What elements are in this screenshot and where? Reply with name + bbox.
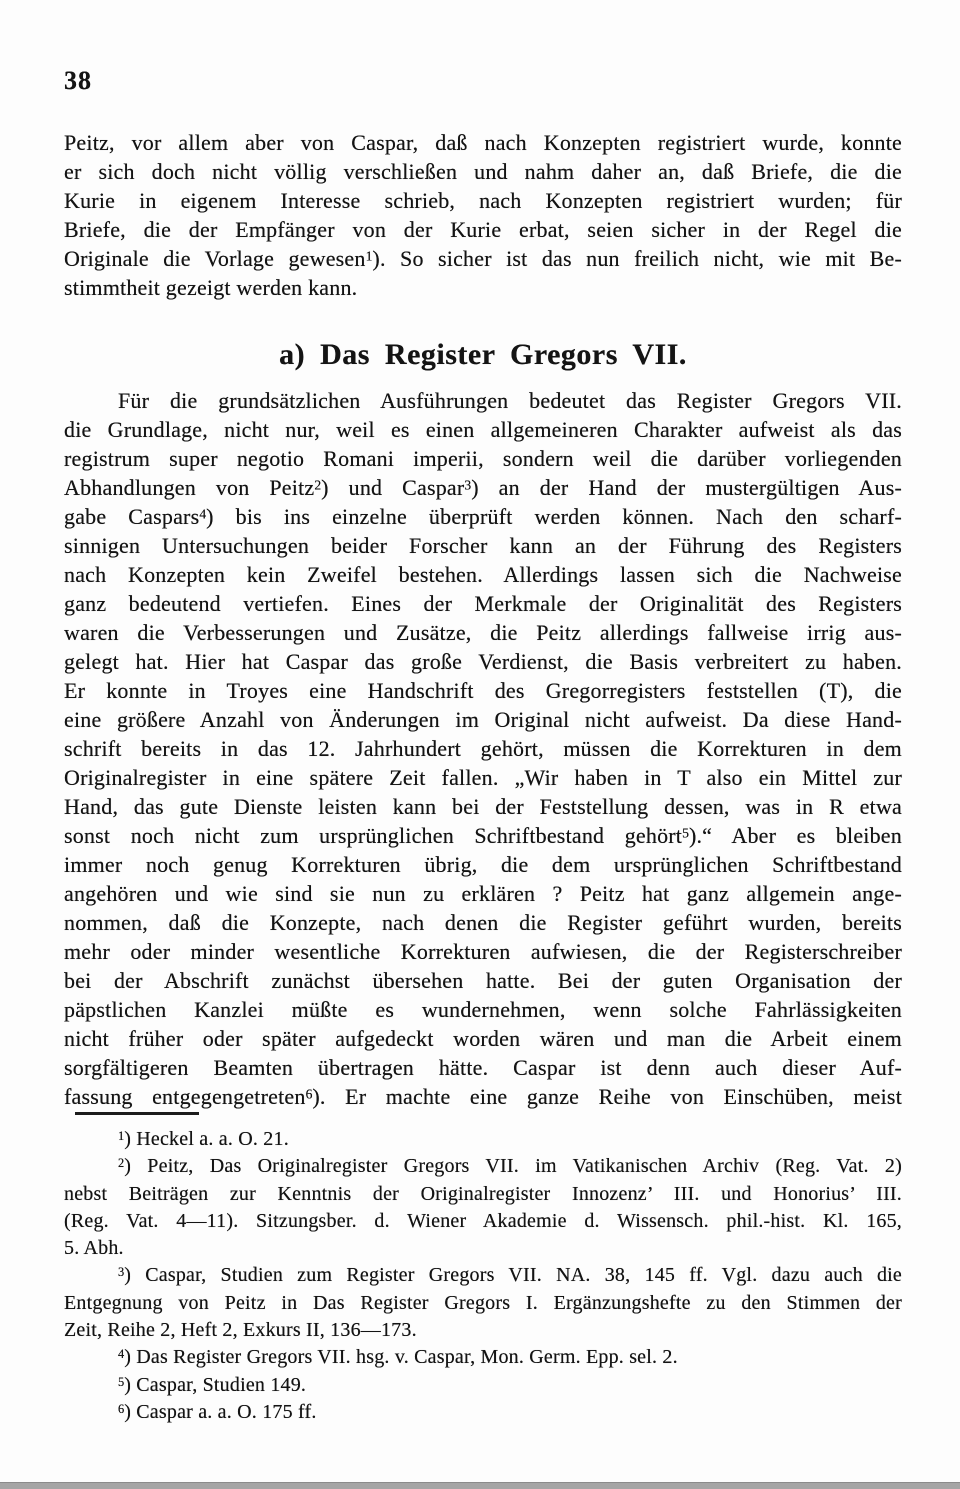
paragraph-body [64,386,902,1111]
superscript-footnote-ref: 4 [199,506,207,522]
superscript-footnote-ref: 3 [118,1265,125,1280]
text-line: Hand, das gute Dienste leisten kann bei der Feststellung dessen, was in R etwa [64,794,902,819]
text-line: ganz bedeutend vertiefen. Eines der Merkmale der Originalität des Registers [64,591,902,616]
footnote [64,1153,902,1262]
text-line: gelegt hat. Hier hat Caspar das große Verdienst, die Basis verbreitert zu haben. [64,649,902,674]
footnotes-block [64,1126,902,1426]
text-line: gabe Caspars$^4$) bis ins einzelne überprüft werden können. Nach den scharf- [64,504,902,529]
text-line: stimmtheit gezeigt werden kann. [64,275,358,300]
text-line: Er konnte in Troyes eine Handschrift des Gregorregisters feststellen (T), die [64,678,902,703]
footnote-line: 5. Abh. [64,1237,124,1260]
footnote-line: Entgegnung von Peitz in Das Register Gregors I. Ergänzungshefte zu den Stimmen der [64,1291,902,1314]
text-line: Abhandlungen von Peitz$^2$) und Caspar$^3$) an der Hand der mustergültigen Aus- [64,475,902,500]
text-line: angehören und wie sind sie nun zu erklären ? Peitz hat ganz allgemein ange- [64,881,902,906]
text-line: Originale die Vorlage gewesen$^1$). So sicher ist das nun freilich nicht, wie mit Be- [64,246,902,271]
text-line: sinnigen Untersuchungen beider Forscher kann an der Führung des Registers [64,533,902,558]
footnote [64,1344,902,1371]
superscript-footnote-ref: 1 [118,1128,125,1143]
text-line: Briefe, die der Empfänger von der Kurie erbat, seien sicher in der Regel die [64,217,902,242]
text-line: schrift bereits in das 12. Jahrhundert gehört, müssen die Korrekturen in dem [64,736,902,761]
text-line: registrum super negotio Romani imperii, sondern weil die darüber vorliegenden [64,446,902,471]
text-line: die Grundlage, nicht nur, weil es einen allgemeineren Charakter aufweist als das [64,417,902,442]
superscript-footnote-ref: 6 [305,1086,313,1102]
footnote-line: $^5$) Caspar, Studien 149. [118,1373,307,1396]
superscript-footnote-ref: 1 [365,248,373,264]
superscript-footnote-ref: 2 [118,1156,125,1171]
text-line: Originalregister in eine spätere Zeit fallen. „Wir haben in T also ein Mittel zur [64,765,902,790]
page-number: 38 [64,66,92,95]
text-line: nach Konzepten kein Zweifel bestehen. Allerdings lassen sich die Nachweise [64,562,902,587]
text-line: mehr oder minder wesentliche Korrekturen aufwiesen, die der Registerschreiber [64,939,902,964]
text-line: waren die Verbesserungen und Zusätze, die Peitz allerdings fallweise irrig aus- [64,620,902,645]
text-line: immer noch genug Korrekturen übrig, die dem ursprünglichen Schriftbestand [64,852,902,877]
text-line: sorgfältigeren Beamten übertragen hätte. Caspar ist denn auch dieser Auf- [64,1055,902,1080]
footnote [64,1126,902,1153]
footnote-separator-rule [75,1112,199,1115]
text-line: eine größere Anzahl von Änderungen im Original nicht aufweist. Da diese Hand- [64,707,902,732]
text-line: sonst noch nicht zum ursprünglichen Schriftbestand gehört$^5$).“ Aber es bleiben [64,823,902,848]
text-line: er sich doch nicht völlig verschließen und nahm daher an, daß Briefe, die die [64,159,902,184]
footnote-line: $^2$) Peitz, Das Originalregister Gregors VII. im Vatikanischen Archiv (Reg. Vat. 2) [118,1155,902,1178]
footnote [64,1262,902,1344]
footnote [64,1372,902,1399]
superscript-footnote-ref: 5 [118,1374,125,1389]
footnote-line: $^1$) Heckel a. a. O. 21. [118,1128,289,1150]
section-heading: a) Das Register Gregors VII. [279,338,687,371]
superscript-footnote-ref: 4 [118,1347,125,1362]
footnote-line: $^4$) Das Register Gregors VII. hsg. v. Caspar, Mon. Germ. Epp. sel. 2. [118,1346,678,1369]
footnote-line: (Reg. Vat. 4—11). Sitzungsber. d. Wiener Akademie d. Wissensch. phil.-hist. Kl. 165, [64,1209,902,1232]
footnote-line: $^3$) Caspar, Studien zum Register Gregors VII. NA. 38, 145 ff. Vgl. dazu auch die [118,1264,902,1287]
text-line: Kurie in eigenem Interesse schrieb, nach Konzepten registriert wurden; für [64,188,902,213]
footnote [64,1399,902,1426]
footnote-line: Zeit, Reihe 2, Heft 2, Exkurs II, 136—173. [64,1319,417,1342]
footnote-line: nebst Beiträgen zur Kenntnis der Originalregister Innozenz’ III. und Honorius’ III. [64,1182,902,1205]
text-line: fassung entgegengetreten$^6$). Er machte eine ganze Reihe von Einschüben, meist [64,1084,903,1109]
text-line: nommen, daß die Konzepte, nach denen die Register geführt wurden, bereits [64,910,902,935]
superscript-footnote-ref: 3 [464,477,472,493]
text-line: bei der Abschrift zunächst übersehen hatte. Bei der guten Organisation der [64,968,902,993]
superscript-footnote-ref: 6 [118,1401,125,1416]
text-line: Peitz, vor allem aber von Caspar, daß nach Konzepten registriert wurde, konnte [64,130,902,155]
superscript-footnote-ref: 2 [314,477,322,493]
text-line: Für die grundsätzlichen Ausführungen bedeutet das Register Gregors VII. [118,388,902,413]
scan-bottom-edge-artifact [0,1482,960,1489]
footnote-line: $^6$) Caspar a. a. O. 175 ff. [118,1400,317,1423]
superscript-footnote-ref: 5 [682,825,689,841]
text-line: nicht früher oder später aufgedeckt worden wären und man die Arbeit einem [64,1026,902,1051]
paragraph-continuation [64,128,902,302]
text-line: päpstlichen Kanzlei müßte es wundernehmen, wenn solche Fahrlässigkeiten [64,997,902,1022]
